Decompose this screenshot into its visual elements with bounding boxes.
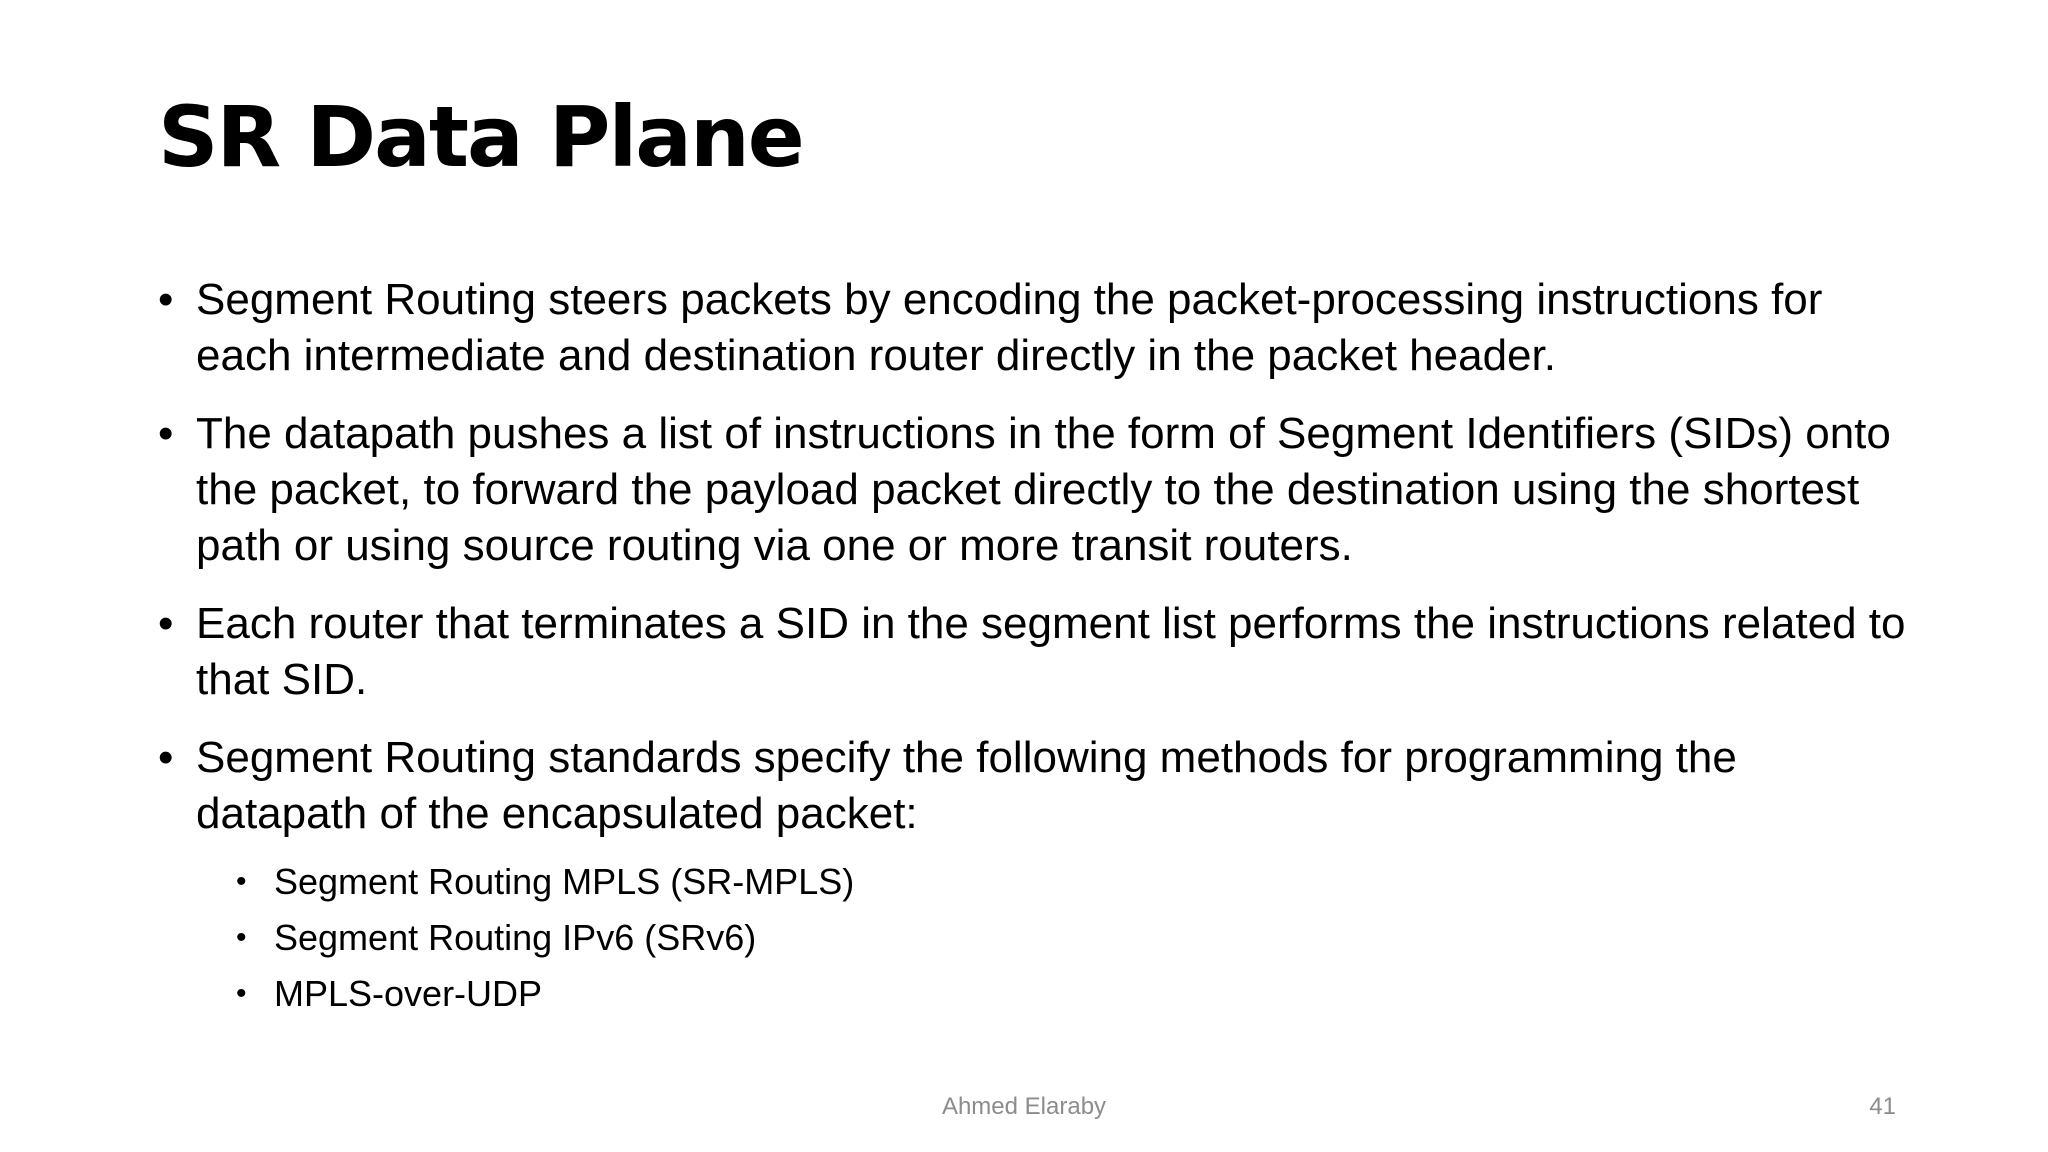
sub-bullet-item: • MPLS-over-UDP [236,966,1918,1022]
sub-bullet-item: • Segment Routing IPv6 (SRv6) [236,910,1918,966]
bullet-item: • Segment Routing steers packets by encoding the packet-processing instructions for each intermediate and destination router directly in the packet header. [158,272,1918,384]
bullet-item: • The datapath pushes a list of instructions in the form of Segment Identifiers (SIDs) onto the packet, to forward the payload packet directly to the destination using the shortest path or using source routing via one or more transit routers. [158,406,1918,574]
footer-author: Ahmed Elaraby [941,1093,1107,1120]
sub-bullet-list [196,854,1918,1022]
bullet-item-methods [158,730,1918,1022]
bullet-list [158,272,1918,1044]
bullet-item: • Each router that terminates a SID in the segment list performs the instructions related to that SID. [158,596,1918,708]
page-number: 41 [1869,1093,1896,1120]
slide-title: SR Data Plane [158,88,803,186]
bullet-text: Segment Routing standards specify the following methods for programming the datapath of the encapsulated packet: [196,733,1737,838]
sub-bullet-item: • Segment Routing MPLS (SR-MPLS) [236,854,1918,910]
